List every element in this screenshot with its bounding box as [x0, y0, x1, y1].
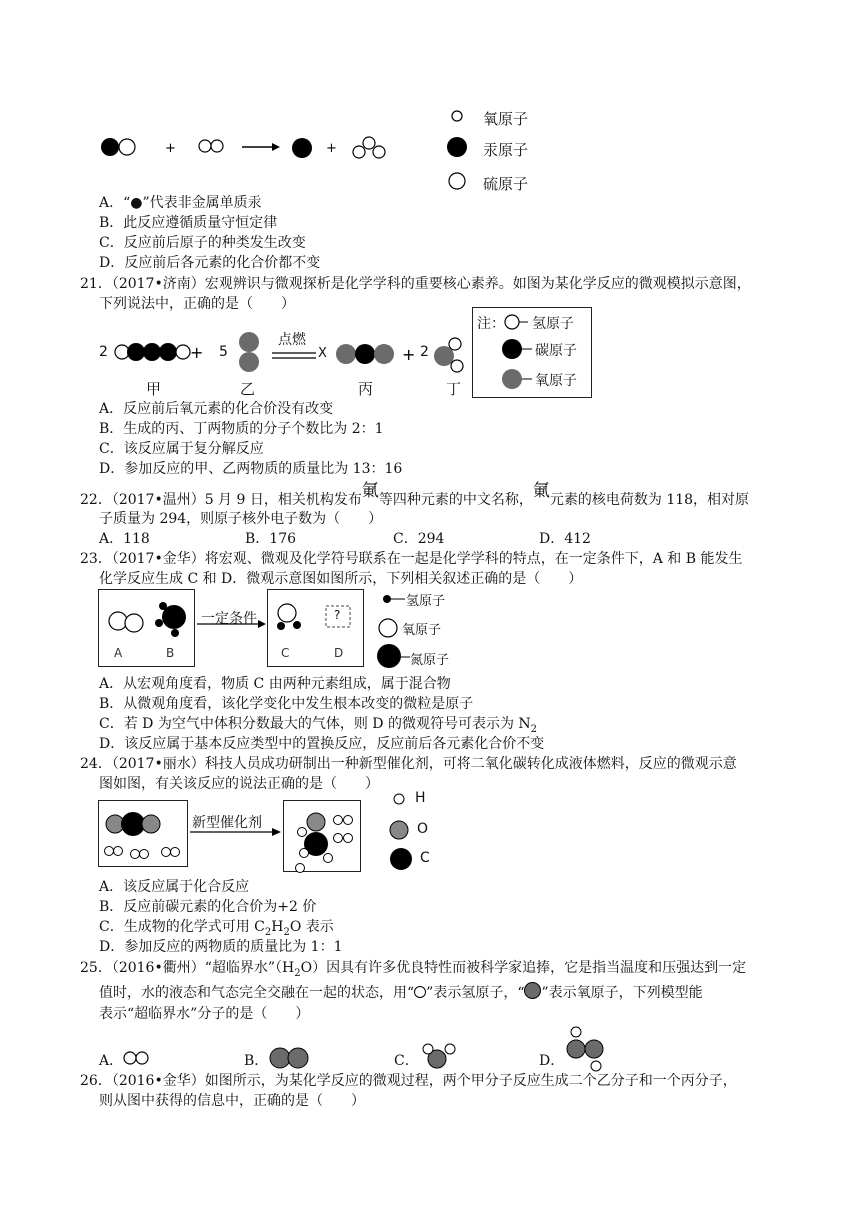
q23-option-a: A．从宏观角度看，物质 C 由两种元素组成，属于混合物: [99, 676, 451, 692]
q21-condition: 点燃: [278, 332, 306, 348]
svg-text:+: +: [326, 141, 337, 156]
q21-label-ding: 丁: [446, 380, 462, 398]
q21-option-b: B．生成的丙、丁两物质的分子个数比为 2：1: [99, 421, 384, 437]
q24-legend-c: C: [420, 850, 430, 866]
q22-option-d: D．412: [539, 531, 591, 547]
q23-option-c-text: C．若 D 为空气中体积分数最大的气体，则 D 的微观符号可表示为 N: [99, 716, 531, 732]
q24-stem: 24．（2017•丽水）科技人员成功研制出一种新型催化剂，可将二氧化碳转化成液体燃料，反应的微观示意: [80, 756, 737, 772]
q21-legend-title: 注：: [477, 316, 505, 332]
q24-option-a: A．该反应属于化合反应: [99, 879, 250, 895]
q22-option-b: B．176: [245, 531, 297, 547]
q25-stem-part-b: O）因具有许多优良特性而被科学家追捧，它是指当温度和压强达到一定: [300, 960, 747, 976]
q23-legend-hydrogen: 氢原子: [406, 594, 446, 609]
q21-option-c: C．该反应属于复分解反应: [99, 441, 264, 457]
q23-stem: 23．（2017•金华）将宏观、微观及化学符号联系在一起是化学学科的特点，在一定条件下，A 和 B 能发生: [80, 551, 743, 567]
q23-legend-nitrogen: 氮原子: [410, 653, 450, 668]
q25-cont-b: ”表示氢原子，“: [426, 985, 525, 1001]
svg-text:+: +: [165, 141, 176, 156]
q23-option-b: B．从微观角度看，该化学变化中发生根本改变的微粒是原子: [99, 696, 474, 712]
q22-element-glyph-2: 氭: [532, 481, 550, 501]
q26-stem: 26．（2016•金华）如图所示，为某化学反应的微观过程，两个甲分子反应生成二个乙分子和一个丙分子，: [80, 1073, 737, 1089]
q22-option-c: C．294: [393, 531, 445, 547]
q21-coef-yi: 5: [219, 344, 228, 360]
q24-legend-o: O: [417, 821, 429, 837]
q22-stem-cont: 子质量为 294，则原子核外电子数为（ ）: [99, 511, 383, 527]
q21-stem-cont: 下列说法中，正确的是（ ）: [99, 296, 295, 312]
q25-option-a: A．: [99, 1053, 124, 1069]
q23-option-c-subscript: 2: [530, 723, 538, 735]
q21-legend-oxygen: 氧原子: [535, 373, 577, 389]
svg-text:+: +: [402, 345, 416, 364]
q21-label-yi: 乙: [240, 380, 256, 398]
q24-condition: 新型催化剂: [192, 815, 262, 831]
q25-stem: 25．（2016•衢州）“超临界水$”(H_2O)$因具有许多优良特性而被科学家追捧，它是指当温度和压强达到一定: [80, 960, 747, 979]
q23-stem-cont: 化学反应生成 C 和 D．微观示意图如图所示，下列相关叙述正确的是（ ）: [99, 571, 583, 587]
q25-option-d: D．: [539, 1053, 565, 1069]
q23-condition: 一定条件: [201, 611, 257, 627]
q23-label-a: A: [114, 646, 123, 660]
q21-legend-carbon: 碳原子: [535, 343, 577, 359]
q21-coef-bing: X: [318, 346, 327, 361]
q25-stem-cont1: [99, 982, 703, 1003]
q21-label-jia: 甲: [146, 380, 162, 398]
q20-option-a: A．“●”代表非金属单质汞: [99, 195, 262, 211]
q21-coef-ding: 2: [420, 344, 429, 360]
q26-stem-cont: 则从图中获得的信息中，正确的是（ ）: [99, 1093, 365, 1109]
q20-legend-sulfur: 硫原子: [483, 175, 529, 193]
q21-stem: 21．（2017•济南）宏观辨识与微观探析是化学学科的重要核心素养。如图为某化学反应的微观模拟示意图，: [80, 276, 751, 292]
q20-option-c: C．反应前后原子的种类发生改变: [99, 235, 306, 251]
q20-reaction-diagram: [0, 0, 860, 200]
q25-cont-a: 值时，水的液态和气态完全交融在一起的状态，用“: [99, 985, 415, 1001]
q23-option-d: D．该反应属于基本反应类型中的置换反应，反应前后各元素化合价不变: [99, 736, 545, 752]
q23-legend-oxygen: 氧原子: [402, 623, 442, 638]
q25-cont-c: ”表示氧原子，下列模型能: [541, 985, 703, 1001]
q22-element-glyph-1: 氭: [361, 481, 379, 501]
q24-option-c: C．生成物的化学式可用 $C_2H_2O$ 表示: [99, 919, 334, 938]
q24-option-c-text: C．生成物的化学式可用 C: [99, 919, 265, 935]
q20-legend-mercury: 汞原子: [483, 141, 529, 159]
q22-option-a: A．118: [99, 531, 150, 547]
q24-option-c-tail: O 表示: [289, 919, 334, 935]
q22-stem-part-c: 元素的核电荷数为 118，相对原: [549, 492, 750, 508]
q25-hydrogen-symbol-icon: [414, 986, 426, 998]
q20-legend-oxygen: 氧原子: [483, 110, 529, 128]
q22-stem-part-b: 等四种元素的中文名称，: [378, 492, 533, 508]
q23-label-b: B: [166, 646, 175, 660]
q24-option-d: D．参加反应的两物质的质量比为 1：1: [99, 939, 343, 955]
q24-stem-cont: 图如图，有关该反应的说法正确的是（ ）: [99, 776, 379, 792]
svg-text:+: +: [190, 343, 204, 362]
q25-stem-cont2: 表示“超临界水”分子的是（ ）: [99, 1006, 310, 1022]
q22-stem-part-a: 22．（2017•温州）5 月 9 日，相关机构发布: [80, 492, 362, 508]
q22-stem: [80, 481, 750, 510]
q24-option-b: B．反应前碳元素的化合价为+2 价: [99, 899, 317, 915]
q25-option-b: B．: [244, 1053, 269, 1069]
q25-option-c: C．: [394, 1053, 419, 1069]
q25-oxygen-symbol-icon: [524, 982, 541, 999]
q21-label-bing: 丙: [358, 380, 374, 398]
q21-option-d: D．参加反应的甲、乙两物质的质量比为 13：16: [99, 461, 403, 477]
q23-label-d: D: [334, 646, 344, 660]
q21-coef-jia: 2: [99, 344, 108, 360]
q20-option-d: D．反应前后各元素的化合价都不变: [99, 255, 321, 271]
q21-legend-hydrogen: 氢原子: [532, 316, 574, 332]
q23-label-c: C: [281, 646, 290, 660]
q20-option-b: B．此反应遵循质量守恒定律: [99, 215, 278, 231]
q23-unknown-mark: ?: [334, 608, 341, 622]
q25-stem-part-a: 25．（2016•衢州）“超临界水”（H: [80, 960, 295, 976]
q21-option-a: A．反应前后氧元素的化合价没有改变: [99, 401, 334, 417]
q24-legend-h: H: [415, 790, 426, 806]
